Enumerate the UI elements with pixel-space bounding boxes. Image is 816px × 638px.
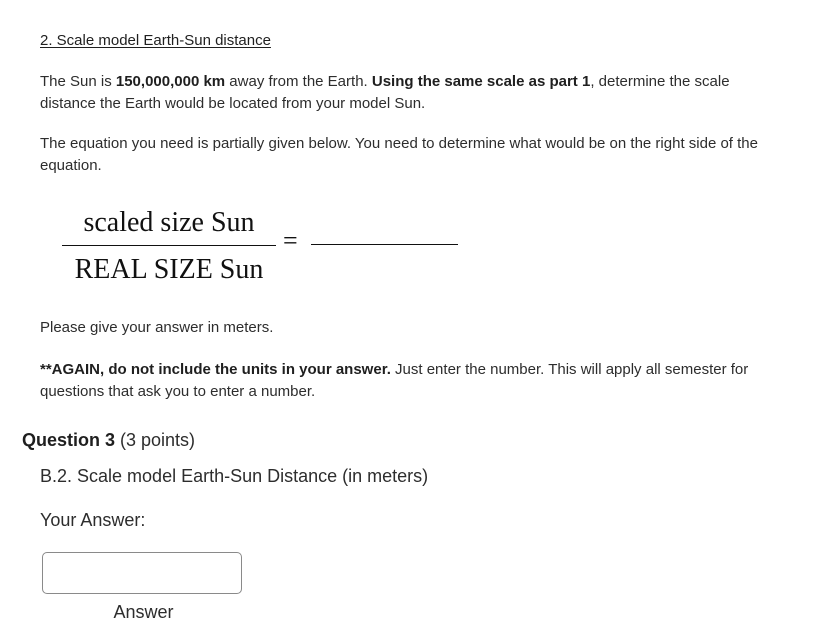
equals-sign: =: [283, 226, 298, 255]
question-header: [22, 430, 195, 451]
question-prompt: B.2. Scale model Earth-Sun Distance (in meters): [40, 466, 429, 486]
equation-blank-line: [311, 244, 458, 245]
question-label: Question 3: [22, 430, 116, 450]
intro-text-1: The Sun is: [40, 73, 116, 90]
answer-input[interactable]: [42, 552, 242, 594]
again-note: [40, 359, 760, 403]
equation-instructions: The equation you need is partially given below. You need to determine what would be on the right side of the equation.: [40, 135, 758, 174]
equation-denominator: REAL SIZE Sun: [74, 254, 264, 285]
intro-paragraph: [40, 71, 760, 115]
units-instruction: Please give your answer in meters.: [40, 319, 274, 336]
your-answer-label: Your Answer:: [40, 510, 146, 530]
fraction-bar: [62, 245, 276, 246]
answer-caption: Answer: [113, 602, 174, 622]
question-points: (3 points): [115, 430, 196, 450]
equation-fraction: [62, 203, 276, 290]
equation-numerator: scaled size Sun: [83, 207, 255, 238]
again-note-rest: Just enter the number. This will apply all semester for questions that ask you to enter a number.: [40, 361, 749, 400]
intro-text-3: , determine the scale distance the Earth would be located from your model Sun.: [40, 73, 730, 112]
same-scale-emphasis: Using the same scale as part 1: [371, 73, 591, 90]
section-title: 2. Scale model Earth-Sun distance: [40, 32, 271, 49]
again-note-bold: **AGAIN, do not include the units in your answer.: [40, 361, 391, 378]
sun-distance-value: 150,000,000 km: [115, 73, 226, 90]
intro-text-2: away from the Earth.: [225, 73, 372, 90]
